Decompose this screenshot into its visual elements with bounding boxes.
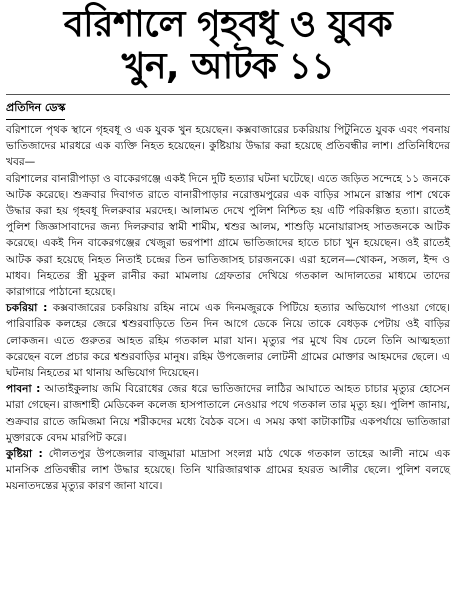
section-kushtia <box>6 446 450 495</box>
byline: প্রতিদিন ডেস্ক <box>6 99 65 120</box>
article-body <box>6 122 450 495</box>
headline-line-1: বরিশালে গৃহবধূ ও যুবক <box>63 4 393 45</box>
section-chakaria <box>6 300 450 381</box>
barishal-paragraph: বরিশালের বানারীপাড়া ও বাকেরগঞ্জে একই দিনে দুটি হত্যার ঘটনা ঘটেছে। এতে জড়িত সন্দেহে ১১ জনকে আটক করেছে। শুক্রবার দিবাগত রাতে বানারীপাড়ার নরোত্তমপুরের এক বাড়ির সামনে রাস্তার পাশ থেকে উদ্ধার করা হয় গৃহবধূ দিলরুবার মরদেহ। আলামত দেখে পুলিশ নিশ্চিত হয় এটি পরিকল্পিত হত্যা। রাতেই পুলিশ জিজ্ঞাসাবাদের জন্য দিলরুবার স্বামী শামীম, শ্বশুর আলম, শাশুড়ি মনোয়ারাসহ সাতজনকে আটক করেছে। একই দিন বাকেরগঞ্জের খেজুরা ভরপাশা গ্রামে ভাতিজাদের হাতে চাচা খুন হয়েছেন। ওই রাতেই আটক করা হয়েছে নিহত নিতাই চন্দ্রের তিন ভাতিজাসহ চারজনকে। এরা হলেন—খোকন, সজল, ইন্দ ও মাধব। নিহতের স্ত্রী মুকুল রানীর করা মামলায় গ্রেফতার দেখিয়ে গতকাল আদালতের মাধ্যমে তাদের কারাগারে পাঠানো হয়েছে। <box>6 172 450 299</box>
headline <box>6 4 450 88</box>
section-title: চকরিয়া : <box>6 302 48 315</box>
section-title: পাবনা : <box>6 383 41 396</box>
news-clipping <box>0 4 456 589</box>
section-pabna <box>6 381 450 446</box>
intro-paragraph: বরিশালে পৃথক স্থানে গৃহবধূ ও এক যুবক খুন হয়েছেন। কক্সবাজারের চকরিয়ায় পিটুনিতে যুবক এবং পবনায় ভাতিজাদের মারধরে এক ব্যক্তি নিহত হয়েছেন। কুষ্টিয়ায় উদ্ধার করা হয়েছে প্রতিবন্ধীর লাশ। প্রতিনিধিদের খবর— <box>6 124 450 169</box>
headline-divider <box>6 94 450 95</box>
section-text: আতাইকুলায় জমি বিরোধের জের ধরে ভাতিজাদের লাঠির আঘাতে আহত চাচার মৃত্যুর হোসেন মারা গেছেন। রাজশাহী মেডিকেল কলেজ হাসপাতালে নেওয়ার পথে গতকাল তার মৃত্যু হয়। পুলিশ জানায়, শুক্রবার রাতে জমিজমা নিয়ে শরীকদের মধ্যে বৈঠক বসে। এ সময় কথা কাটাকাটির একপর্যায়ে ভাতিজারা মুক্তারকে বেদম মারপিট করে। <box>6 383 450 444</box>
section-text: কক্সবাজারের চকরিয়ায় রহিম নামে এক দিনমজুরকে পিটিয়ে হত্যার অভিযোগ পাওয়া গেছে। পারিবারিক কলহের জেরে শ্বশুরবাড়িতে তিন দিন আগে ডেকে নিয়ে তাকে বেধড়ক পেটায় ওই বাড়ির লোকজন। এতে গুরুতর আহত রহিম গতকাল মারা যান। মৃত্যুর পর মুখে বিষ ঢেলে তিনি আত্মহত্যা করেছেন বলে প্রচার করে শ্বশুরবাড়ির মানুষ। রহিম উপজেলার লোটনী গ্রামের মোক্তার আহমদের ছেলে। এ ঘটনায় নিহতের মা থানায় অভিযোগ দিয়েছেন। <box>6 302 450 380</box>
headline-line-2: খুন, আটক ১১ <box>121 46 335 87</box>
section-title: কুষ্টিয়া : <box>6 448 43 461</box>
section-text: দৌলতপুর উপজেলার বাজুমারা মাদ্রাসা সংলগ্ন মাঠ থেকে গতকাল তাহের আলী নামে এক মানসিক প্রতিবন্ধীর লাশ উদ্ধার হয়েছে। তিনি খারিজারথাক গ্রামের হযরত আলীর ছেলে। পুলিশ বলছে ময়নাতদন্তের মৃত্যুর কারণ জানা যাবে। <box>6 448 450 493</box>
